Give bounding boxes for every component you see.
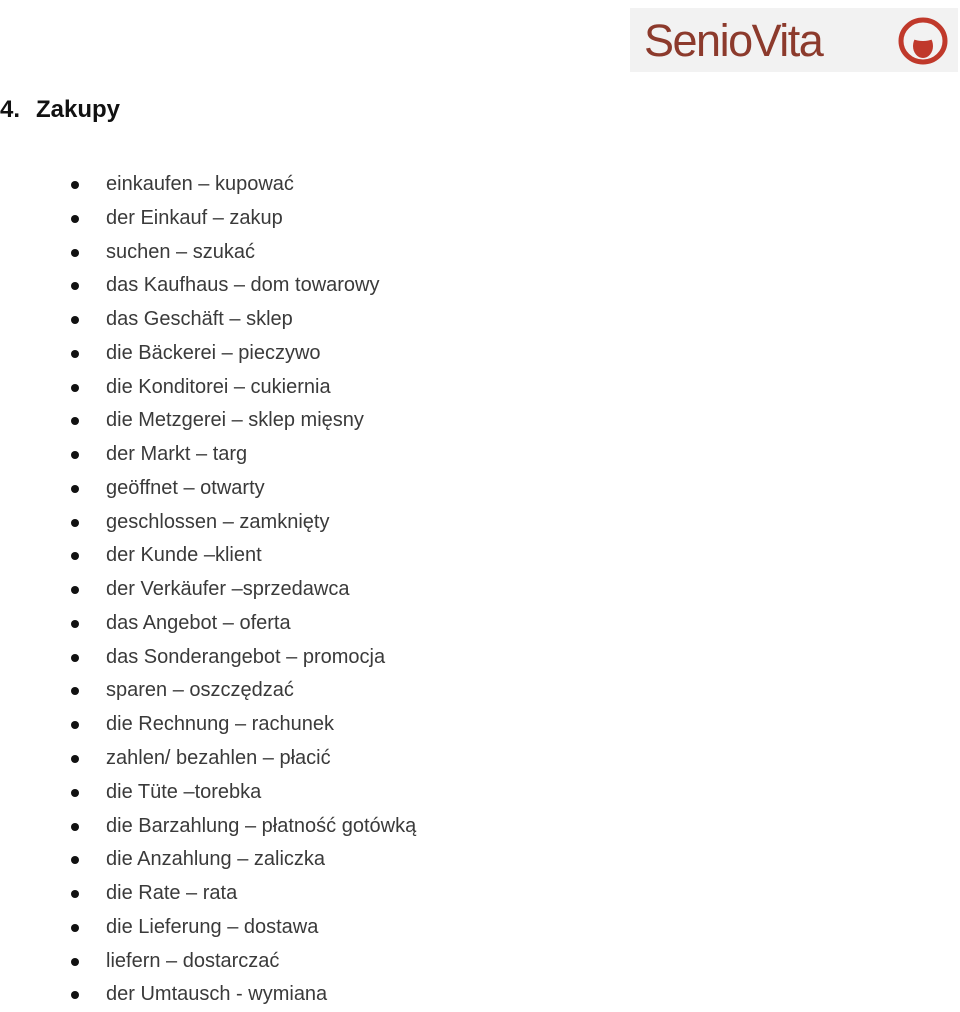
bullet-icon: [71, 384, 79, 392]
vocabulary-item: [0, 911, 416, 945]
vocabulary-item: [0, 742, 416, 776]
vocabulary-item: [0, 607, 416, 641]
section-number: 4.: [0, 96, 21, 123]
vocabulary-entry: das Sonderangebot – promocja: [106, 645, 386, 668]
bullet-icon: [71, 249, 79, 257]
bullet-icon: [71, 856, 79, 864]
vocabulary-item: [0, 978, 416, 1012]
vocabulary-entry: der Einkauf – zakup: [106, 206, 283, 229]
vocabulary-item: [0, 843, 416, 877]
vocabulary-entry: der Kunde –klient: [106, 544, 262, 567]
bullet-icon: [71, 924, 79, 932]
vocabulary-entry: der Verkäufer –sprzedawca: [106, 578, 350, 601]
vocabulary-item: [0, 438, 416, 472]
vocabulary-entry: liefern – dostarczać: [106, 949, 280, 972]
vocabulary-item: [0, 472, 416, 506]
logo-wordmark: SenioVita: [644, 15, 823, 66]
vocabulary-item: [0, 810, 416, 844]
bullet-icon: [71, 823, 79, 831]
bullet-icon: [71, 890, 79, 898]
vocabulary-entry: das Angebot – oferta: [106, 611, 291, 634]
bullet-icon: [71, 755, 79, 763]
vocabulary-entry: die Tüte –torebka: [106, 780, 262, 803]
vocabulary-entry: die Metzgerei – sklep mięsny: [106, 409, 364, 432]
vocabulary-entry: die Anzahlung – zaliczka: [106, 848, 326, 871]
vocabulary-item: [0, 877, 416, 911]
bullet-icon: [71, 552, 79, 560]
bullet-icon: [71, 991, 79, 999]
vocabulary-item: [0, 776, 416, 810]
bullet-icon: [71, 586, 79, 594]
vocabulary-item: [0, 269, 416, 303]
vocabulary-entry: sparen – oszczędzać: [106, 679, 294, 702]
bullet-icon: [71, 316, 79, 324]
section-heading: [0, 94, 120, 126]
bullet-icon: [71, 654, 79, 662]
bullet-icon: [71, 789, 79, 797]
vocabulary-entry: der Markt – targ: [106, 443, 248, 466]
vocabulary-item: [0, 945, 416, 979]
vocabulary-item: [0, 236, 416, 270]
vocabulary-entry: die Rechnung – rachunek: [106, 713, 334, 736]
seniovita-logo-icon: [898, 16, 948, 66]
bullet-icon: [71, 451, 79, 459]
vocabulary-item: [0, 708, 416, 742]
bullet-icon: [71, 687, 79, 695]
vocabulary-item: [0, 404, 416, 438]
vocabulary-entry: die Barzahlung – płatność gotówką: [106, 814, 417, 837]
vocabulary-entry: suchen – szukać: [106, 240, 255, 263]
bullet-icon: [71, 620, 79, 628]
vocabulary-item: [0, 674, 416, 708]
bullet-icon: [71, 215, 79, 223]
vocabulary-entry: geöffnet – otwarty: [106, 476, 265, 499]
bullet-icon: [71, 181, 79, 189]
bullet-icon: [71, 485, 79, 493]
vocabulary-entry: zahlen/ bezahlen – płacić: [106, 747, 331, 770]
bullet-icon: [71, 417, 79, 425]
vocabulary-entry: das Geschäft – sklep: [106, 308, 293, 331]
bullet-icon: [71, 282, 79, 290]
vocabulary-entry: das Kaufhaus – dom towarowy: [106, 274, 380, 297]
vocabulary-item: [0, 539, 416, 573]
vocabulary-item: [0, 506, 416, 540]
vocabulary-entry: die Konditorei – cukiernia: [106, 375, 331, 398]
vocabulary-entry: einkaufen – kupować: [106, 173, 294, 195]
vocabulary-item: [0, 303, 416, 337]
vocabulary-entry: die Bäckerei – pieczywo: [106, 341, 321, 364]
vocabulary-item: [0, 371, 416, 405]
bullet-icon: [71, 350, 79, 358]
vocabulary-entry: die Lieferung – dostawa: [106, 915, 319, 938]
vocabulary-item: [0, 337, 416, 371]
bullet-icon: [71, 958, 79, 966]
bullet-icon: [71, 721, 79, 729]
section-title: Zakupy: [36, 96, 121, 123]
vocabulary-entry: der Umtausch - wymiana: [106, 983, 328, 1006]
vocabulary-item: [0, 641, 416, 675]
vocabulary-list: [0, 168, 416, 1012]
vocabulary-entry: geschlossen – zamknięty: [106, 510, 330, 533]
bullet-icon: [71, 519, 79, 527]
vocabulary-entry: die Rate – rata: [106, 882, 238, 905]
vocabulary-item: [0, 202, 416, 236]
vocabulary-item: [0, 573, 416, 607]
vocabulary-item: [0, 168, 416, 202]
seniovita-logo: [630, 8, 958, 72]
